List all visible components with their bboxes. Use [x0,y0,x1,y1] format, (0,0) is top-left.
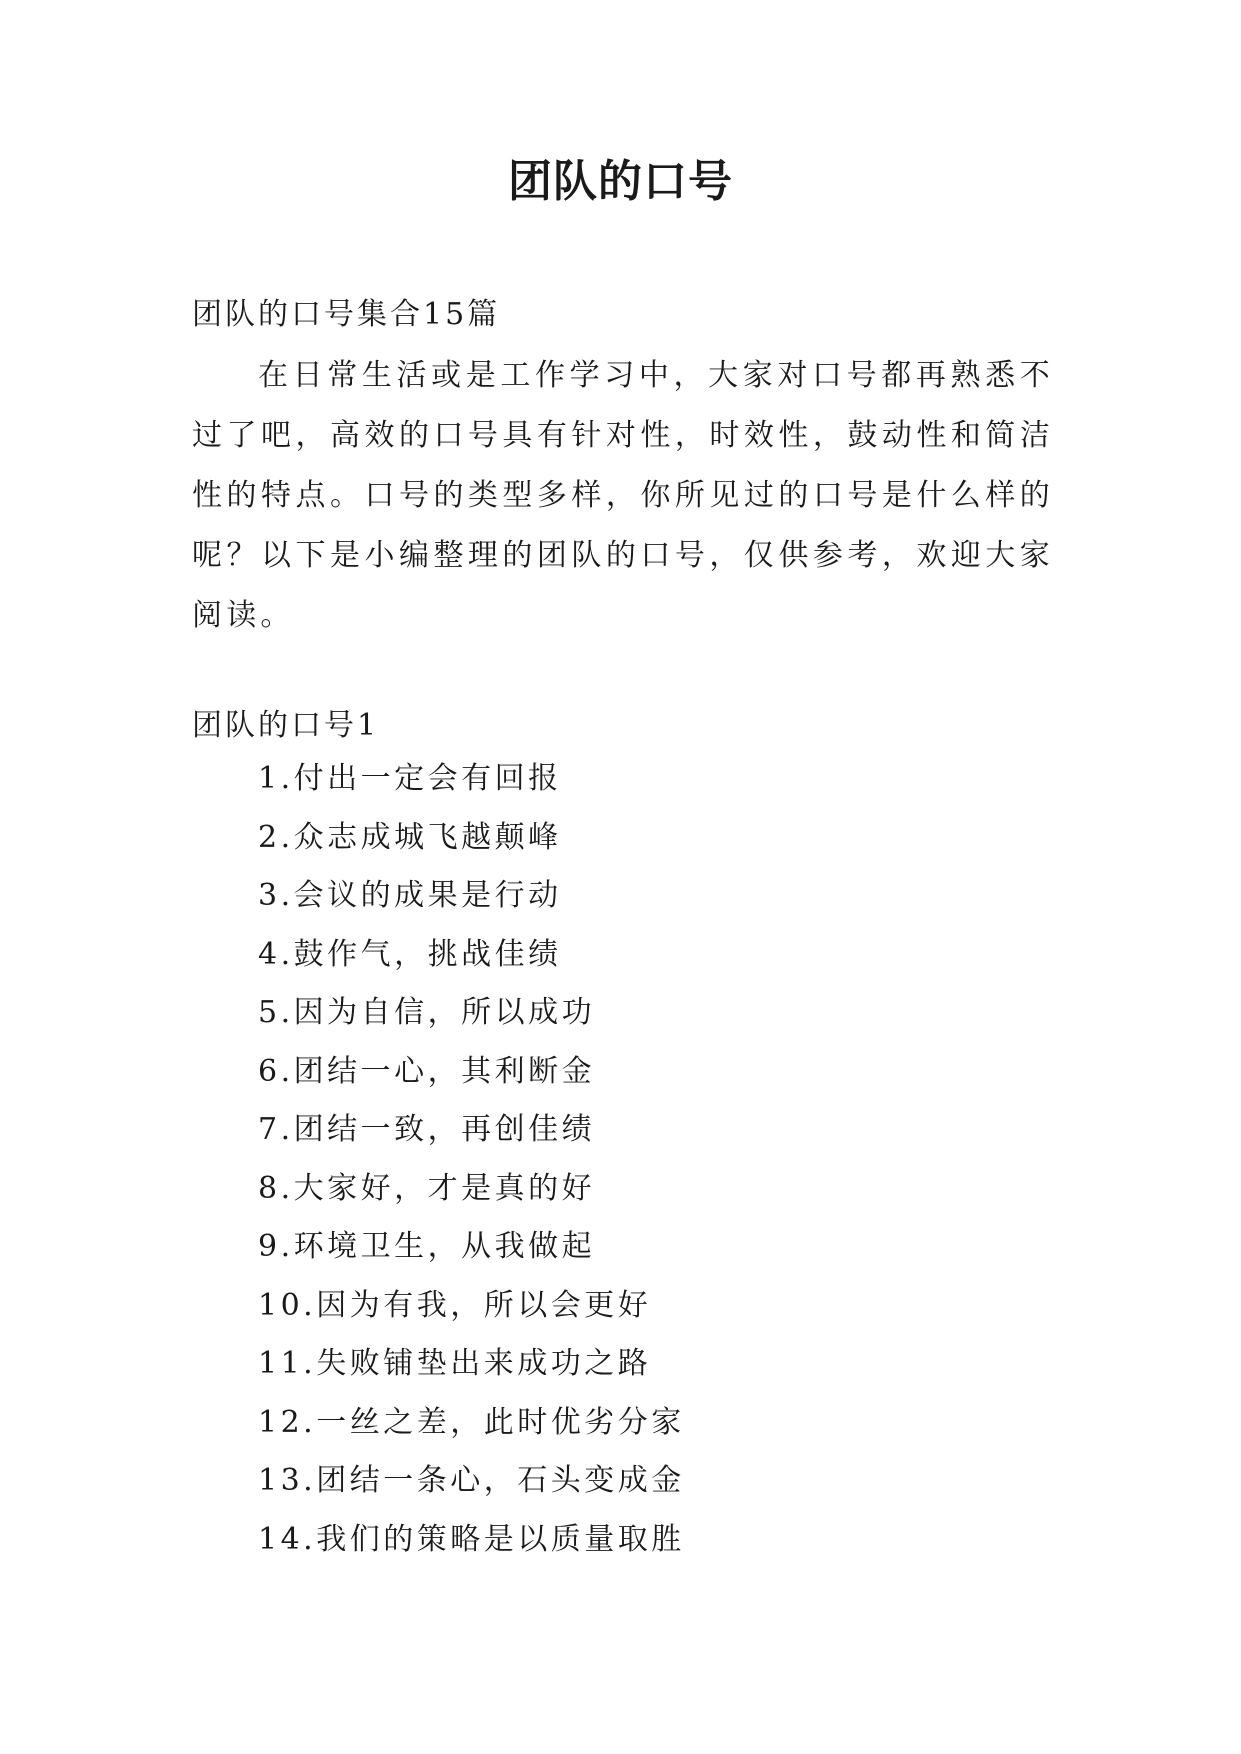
slogan-item: 9.环境卫生，从我做起 [258,1229,596,1264]
slogan-item: 13.团结一条心，石头变成金 [258,1463,685,1498]
slogan-item: 11.失败铺垫出来成功之路 [258,1346,652,1381]
page-title: 团队的口号 [508,156,733,207]
slogan-item: 3.会议的成果是行动 [258,878,562,913]
slogan-item: 8.大家好，才是真的好 [258,1170,596,1206]
slogan-item: 4.鼓作气，挑战佳绩 [258,936,562,972]
section-heading: 团队的口号1 [192,708,380,743]
slogan-item: 7.团结一致，再创佳绩 [258,1112,596,1147]
slogan-item: 2.众志成城飞越颠峰 [258,819,562,855]
intro-paragraph: 在日常生活或是工作学习中，大家对口号都再熟悉不过了吧，高效的口号具有针对性，时效性，鼓动性和简洁性的特点。口号的类型多样，你所见过的口号是什么样的呢？以下是小编整理的团队的口号，仅供参考，欢迎大家阅读。 [192,358,1054,633]
slogan-item: 10.因为有我，所以会更好 [258,1287,652,1323]
slogan-list [258,756,685,1575]
slogan-item: 14.我们的策略是以质量取胜 [258,1521,685,1557]
slogan-item: 1.付出一定会有回报 [258,761,562,796]
slogan-item: 5.因为自信，所以成功 [258,995,596,1030]
slogan-item: 12.一丝之差，此时优劣分家 [258,1404,685,1440]
slogan-item: 6.团结一心，其利断金 [258,1053,596,1089]
document-subtitle: 团队的口号集合15篇 [192,297,501,332]
